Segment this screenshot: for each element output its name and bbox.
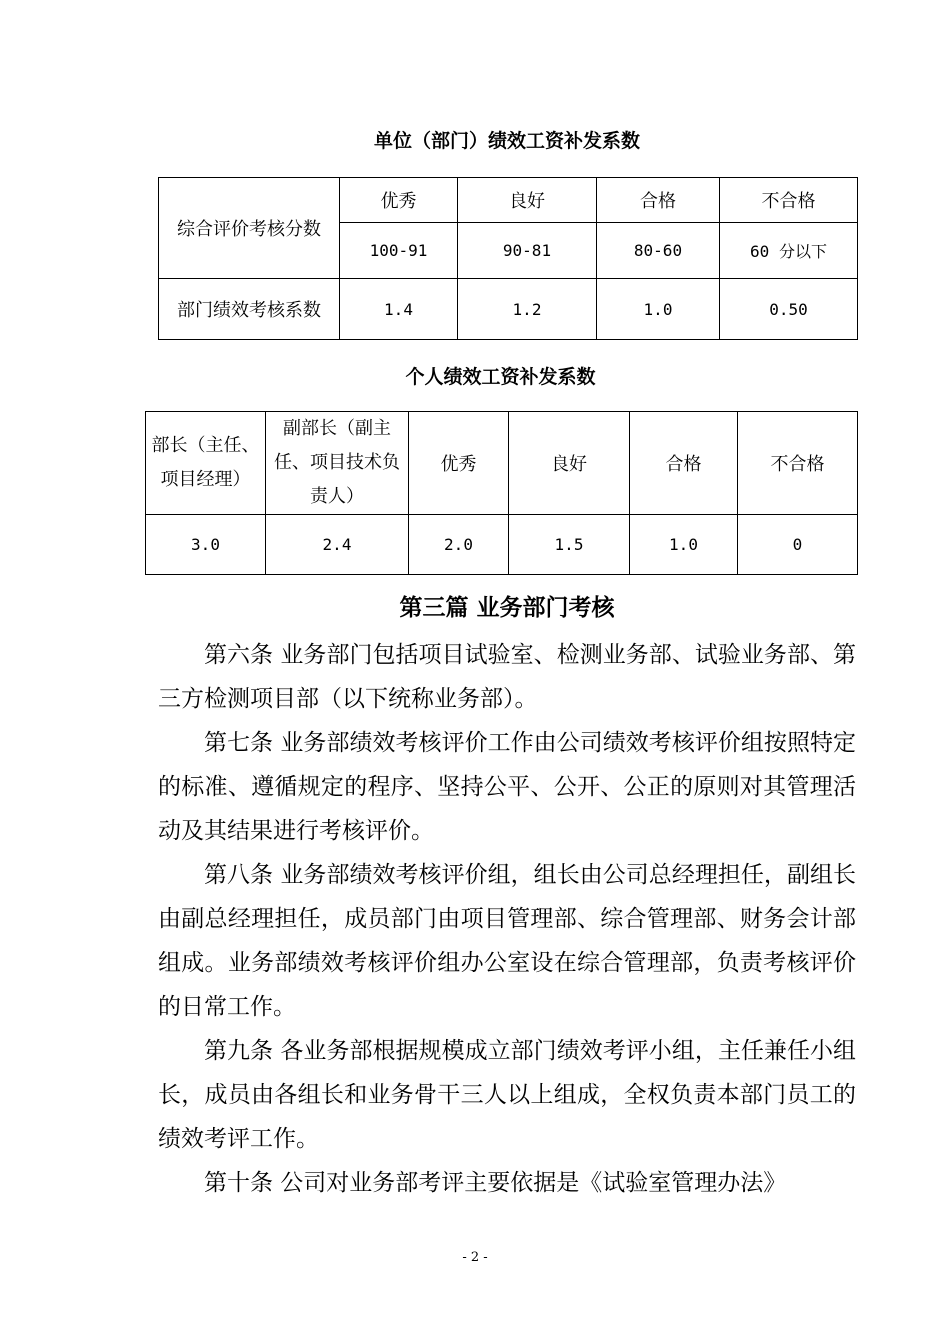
position-header-director: 部长（主任、项目经理） [146,412,266,515]
coefficient-value: 2.0 [409,515,509,575]
article-6: 第六条 业务部门包括项目试验室、检测业务部、试验业务部、第三方检测项目部（以下统称业务部）。 [158,642,856,712]
coefficient-row-label: 部门绩效考核系数 [159,279,340,340]
section-heading: 第三篇 业务部门考核 [399,595,615,621]
coefficient-value: 1.0 [630,515,738,575]
article-10: 第十条 公司对业务部考评主要依据是《试验室管理办法》 [204,1170,787,1196]
position-header-deputy: 副部长（副主任、项目技术负责人） [266,412,409,515]
article-8: 第八条 业务部绩效考核评价组，组长由公司总经理担任，副组长由副总经理担任，成员部门由项目管理部、综合管理部、财务会计部组成。业务部绩效考核评价组办公室设在综合管理部，负责考核评价的日常工作。 [158,862,856,1020]
article-9: 第九条 各业务部根据规模成立部门绩效考评小组，主任兼任小组长，成员由各组长和业务骨干三人以上组成，全权负责本部门员工的绩效考评工作。 [158,1038,856,1152]
score-range: 90-81 [458,223,597,279]
coefficient-value: 1.0 [597,279,720,340]
article-7: 第七条 业务部绩效考核评价工作由公司绩效考核评价组按照特定的标准、遵循规定的程序、坚持公平、公开、公正的原则对其管理活动及其结果进行考核评价。 [158,730,856,844]
body-text [158,633,856,1205]
score-range: 60 分以下 [720,223,858,279]
page-number: - 2 - [462,1250,488,1265]
department-coefficient-table [158,177,858,340]
coefficient-value: 0.50 [720,279,858,340]
grade-header: 良好 [458,178,597,223]
grade-header: 优秀 [340,178,458,223]
coefficient-value: 1.4 [340,279,458,340]
coefficient-value: 3.0 [146,515,266,575]
grade-header: 优秀 [409,412,509,515]
score-range: 100-91 [340,223,458,279]
individual-coefficient-table [145,411,858,575]
table2-title: 个人绩效工资补发系数 [405,366,596,388]
grade-header: 良好 [509,412,630,515]
score-row-label: 综合评价考核分数 [159,178,340,279]
table1-title: 单位（部门）绩效工资补发系数 [373,130,640,152]
grade-header: 不合格 [738,412,858,515]
coefficient-value: 1.5 [509,515,630,575]
grade-header: 合格 [630,412,738,515]
grade-header: 不合格 [720,178,858,223]
coefficient-value: 2.4 [266,515,409,575]
coefficient-value: 1.2 [458,279,597,340]
grade-header: 合格 [597,178,720,223]
coefficient-value: 0 [738,515,858,575]
score-range: 80-60 [597,223,720,279]
